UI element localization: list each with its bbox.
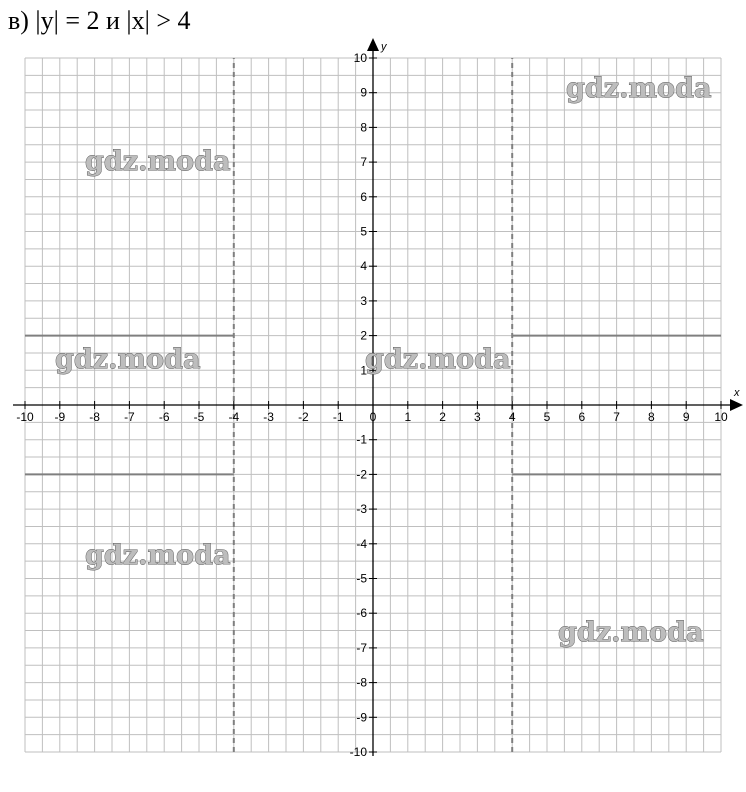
x-axis-label: x — [734, 387, 740, 399]
x-axis-arrow — [730, 399, 743, 411]
x-tick-label: 10 — [714, 410, 728, 424]
watermark-text: gdz.moda — [55, 344, 201, 375]
y-tick-label: 1 — [360, 363, 367, 378]
y-axis-arrow — [367, 38, 379, 51]
x-tick-label: -7 — [124, 410, 135, 424]
watermarks — [55, 73, 711, 648]
x-tick-label: -5 — [193, 410, 205, 424]
y-tick-label: -1 — [356, 432, 367, 447]
y-tick-label: 9 — [360, 85, 367, 100]
y-tick-label: -8 — [356, 675, 367, 690]
watermark-text: gdz.moda — [85, 146, 231, 177]
y-tick-label: -7 — [356, 640, 367, 655]
y-tick-label: -2 — [356, 467, 367, 482]
y-tick-label: 4 — [360, 259, 367, 274]
x-tick-label: -3 — [263, 410, 274, 424]
x-tick-label: 6 — [578, 410, 586, 424]
x-tick-label: 0 — [369, 410, 377, 424]
y-tick-label: -4 — [356, 536, 367, 551]
x-tick-label: 9 — [682, 410, 690, 424]
y-tick-label: -9 — [356, 710, 367, 725]
x-tick-label: 7 — [613, 410, 620, 424]
x-tick-label: 5 — [543, 410, 551, 424]
x-tick-label: 4 — [508, 410, 516, 424]
y-tick-label: -10 — [349, 745, 367, 759]
y-tick-label: 10 — [353, 51, 367, 65]
x-tick-label: -8 — [89, 410, 100, 424]
y-tick-label: 5 — [360, 224, 367, 239]
y-tick-label: 2 — [360, 328, 367, 343]
watermark-text: gdz.moda — [566, 73, 712, 104]
x-tick-label: -1 — [332, 410, 344, 424]
x-tick-label: -10 — [16, 410, 34, 424]
y-tick-label: -5 — [356, 571, 367, 586]
y-tick-label: -3 — [356, 502, 367, 517]
x-tick-label: -4 — [228, 410, 240, 424]
y-tick-label: 8 — [360, 120, 367, 135]
task-title: в) |y| = 2 и |x| > 4 — [8, 6, 191, 35]
watermark-text: gdz.moda — [85, 540, 231, 571]
watermark-text: gdz.moda — [558, 617, 704, 648]
y-tick-label: -6 — [356, 606, 367, 621]
watermark-text: gdz.moda — [365, 344, 511, 375]
x-tick-label: -9 — [54, 410, 66, 424]
y-tick-label: 3 — [360, 293, 367, 308]
x-tick-label: -2 — [298, 410, 309, 424]
y-axis-label: y — [381, 41, 387, 53]
x-tick-label: -6 — [158, 410, 170, 424]
x-tick-label: 1 — [404, 410, 412, 424]
x-tick-label: 3 — [474, 410, 481, 424]
y-tick-label: 7 — [360, 155, 367, 170]
x-tick-label: 8 — [648, 410, 655, 424]
y-tick-label: 6 — [360, 189, 367, 204]
x-tick-label: 2 — [439, 410, 446, 424]
